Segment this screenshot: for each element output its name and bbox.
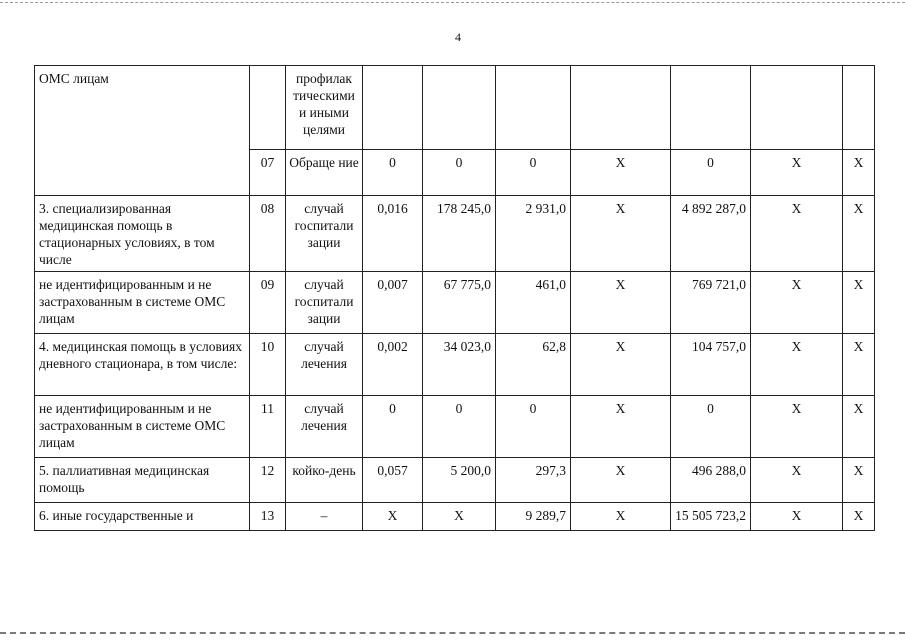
value-cell: 0 [423, 150, 496, 196]
value-cell: X [751, 150, 843, 196]
row-name-cell: 3. специализированная медицинская помощь в стационарных условиях, в том числе [35, 196, 250, 272]
row-code-cell: 10 [250, 334, 286, 396]
value-cell: X [571, 334, 671, 396]
value-cell [751, 66, 843, 150]
row-unit-cell: профилак тическими и иными целями [286, 66, 363, 150]
row-name-cell: 4. медицинская помощь в условиях дневного стационара, в том числе: [35, 334, 250, 396]
row-unit-cell: случай лечения [286, 396, 363, 458]
scan-bottom-edge [0, 632, 905, 634]
value-cell [363, 66, 423, 150]
page-number: 4 [455, 30, 461, 44]
value-cell: 0,016 [363, 196, 423, 272]
value-cell: 15 505 723,2 [671, 503, 751, 531]
value-cell: 9 289,7 [496, 503, 571, 531]
value-cell [671, 66, 751, 150]
row-unit-cell: случай лечения [286, 334, 363, 396]
value-cell: 62,8 [496, 334, 571, 396]
value-cell: X [843, 334, 875, 396]
value-cell: X [751, 458, 843, 503]
value-cell: X [843, 458, 875, 503]
value-cell: 5 200,0 [423, 458, 496, 503]
value-cell: X [423, 503, 496, 531]
value-cell [571, 66, 671, 150]
row-code-cell: 07 [250, 150, 286, 196]
value-cell: 0 [363, 396, 423, 458]
table-row [35, 66, 875, 150]
value-cell: 2 931,0 [496, 196, 571, 272]
value-cell: X [571, 196, 671, 272]
value-cell: X [843, 503, 875, 531]
value-cell: 496 288,0 [671, 458, 751, 503]
value-cell: 0,057 [363, 458, 423, 503]
row-code-cell: 11 [250, 396, 286, 458]
value-cell: 769 721,0 [671, 272, 751, 334]
row-name-cell: 6. иные государственные и [35, 503, 250, 531]
row-unit-cell: – [286, 503, 363, 531]
value-cell: X [571, 503, 671, 531]
value-cell: X [843, 150, 875, 196]
table-row [35, 458, 875, 503]
value-cell: X [751, 396, 843, 458]
row-code-cell: 12 [250, 458, 286, 503]
value-cell: X [751, 334, 843, 396]
value-cell: 0,002 [363, 334, 423, 396]
value-cell [843, 66, 875, 150]
value-cell [496, 66, 571, 150]
value-cell: 0 [671, 396, 751, 458]
row-unit-cell: Обраще ние [286, 150, 363, 196]
value-cell: 0,007 [363, 272, 423, 334]
row-code-cell: 08 [250, 196, 286, 272]
table-row [35, 272, 875, 334]
row-name-cell: не идентифицированным и не застрахованным в системе ОМС лицам [35, 272, 250, 334]
row-unit-cell: случай госпитали зации [286, 196, 363, 272]
table-row [35, 503, 875, 531]
value-cell: 178 245,0 [423, 196, 496, 272]
value-cell: 34 023,0 [423, 334, 496, 396]
value-cell: X [571, 458, 671, 503]
table-row [35, 396, 875, 458]
value-cell: 0 [423, 396, 496, 458]
value-cell: X [843, 196, 875, 272]
row-code-cell [250, 66, 286, 150]
value-cell: 0 [363, 150, 423, 196]
value-cell: X [571, 150, 671, 196]
row-name-cell: 5. паллиативная медицинская помощь [35, 458, 250, 503]
value-cell: 297,3 [496, 458, 571, 503]
row-name-cell: ОМС лицам [35, 66, 250, 196]
value-cell: X [751, 196, 843, 272]
value-cell: X [751, 503, 843, 531]
row-name-cell: не идентифицированным и не застрахованным в системе ОМС лицам [35, 396, 250, 458]
data-table [34, 65, 875, 531]
value-cell: X [363, 503, 423, 531]
value-cell: 104 757,0 [671, 334, 751, 396]
value-cell: 4 892 287,0 [671, 196, 751, 272]
value-cell: 67 775,0 [423, 272, 496, 334]
scan-top-edge [0, 2, 905, 3]
row-unit-cell: случай госпитали зации [286, 272, 363, 334]
value-cell: X [843, 272, 875, 334]
value-cell [423, 66, 496, 150]
row-code-cell: 13 [250, 503, 286, 531]
row-code-cell: 09 [250, 272, 286, 334]
value-cell: X [843, 396, 875, 458]
value-cell: X [571, 396, 671, 458]
value-cell: 461,0 [496, 272, 571, 334]
value-cell: 0 [496, 396, 571, 458]
value-cell: 0 [496, 150, 571, 196]
value-cell: X [571, 272, 671, 334]
value-cell: 0 [671, 150, 751, 196]
table-row [35, 196, 875, 272]
value-cell: X [751, 272, 843, 334]
row-unit-cell: койко-день [286, 458, 363, 503]
table-row [35, 334, 875, 396]
